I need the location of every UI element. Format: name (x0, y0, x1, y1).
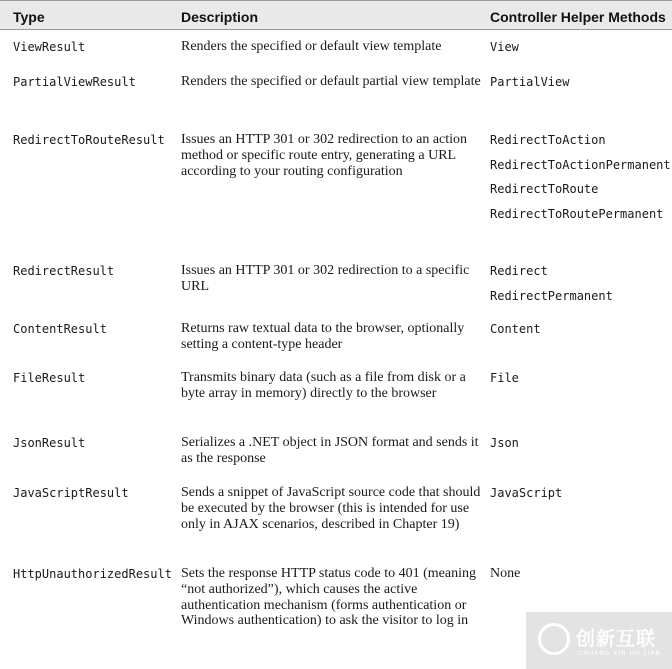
type-cell: ViewResult (13, 40, 86, 54)
type-cell: FileResult (13, 371, 86, 385)
helper-method: File (490, 371, 519, 385)
type-cell: RedirectResult (13, 264, 115, 278)
helpers-cell (490, 39, 670, 64)
helper-method: JavaScript (490, 486, 563, 500)
type-cell: ContentResult (13, 322, 107, 336)
helper-method: None (490, 566, 521, 581)
helper-method: RedirectToAction (490, 133, 606, 147)
type-cell: HttpUnauthorizedResult (13, 567, 172, 581)
helpers-cell (490, 321, 670, 346)
helpers-cell (490, 566, 670, 591)
description-cell: Sets the response HTTP status code to 401 (meaning “not authorized”), which causes the active authentication mechanism (forms authentication or Windows authentication) to ask the visitor to log in (181, 566, 476, 629)
description-cell: Renders the specified or default partial view template (181, 74, 481, 89)
table-header (0, 0, 672, 30)
helper-method: RedirectToRoute (490, 182, 599, 196)
watermark-subtitle: CHUANG XIN HU LIAN (578, 650, 662, 657)
type-cell: PartialViewResult (13, 75, 136, 89)
type-cell: RedirectToRouteResult (13, 133, 165, 147)
helper-method: Redirect (490, 264, 548, 278)
header-type: Type (13, 9, 45, 25)
brand-logo-icon (538, 623, 570, 655)
watermark-logo (526, 612, 672, 669)
description-cell: Renders the specified or default view template (181, 39, 442, 54)
header-description: Description (181, 9, 259, 25)
helpers-cell (490, 370, 670, 395)
helper-method: RedirectPermanent (490, 288, 613, 303)
helpers-cell (490, 435, 670, 460)
helpers-cell (490, 74, 670, 99)
header-helper-methods: Controller Helper Methods (490, 9, 666, 25)
helpers-cell (490, 485, 670, 510)
type-cell: JsonResult (13, 436, 86, 450)
description-cell: Returns raw textual data to the browser, optionally setting a content-type header (181, 321, 465, 352)
helper-method: RedirectToRoutePermanent (490, 206, 664, 221)
description-cell: Serializes a .NET object in JSON format and sends it as the response (181, 435, 479, 466)
watermark-faint (537, 598, 662, 610)
type-cell: JavaScriptResult (13, 486, 129, 500)
helper-method: Json (490, 436, 519, 450)
helpers-cell (490, 132, 670, 230)
watermark-brand: 创新互联 (576, 628, 657, 650)
description-cell: Issues an HTTP 301 or 302 redirection to an action method or specific route entry, generating a URL according to your routing configuration (181, 132, 468, 179)
helper-method: PartialView (490, 75, 570, 89)
helpers-cell (490, 263, 670, 312)
description-cell: Issues an HTTP 301 or 302 redirection to a specific URL (181, 263, 470, 294)
helper-method: View (490, 40, 519, 54)
helper-method: RedirectToActionPermanent (490, 157, 671, 172)
description-cell: Transmits binary data (such as a file from disk or a byte array in memory) directly to the browser (181, 370, 466, 401)
helper-method: Content (490, 322, 541, 336)
description-cell: Sends a snippet of JavaScript source code that should be executed by the browser (this is intended for use only in AJAX scenarios, described in Chapter 19) (181, 485, 481, 532)
